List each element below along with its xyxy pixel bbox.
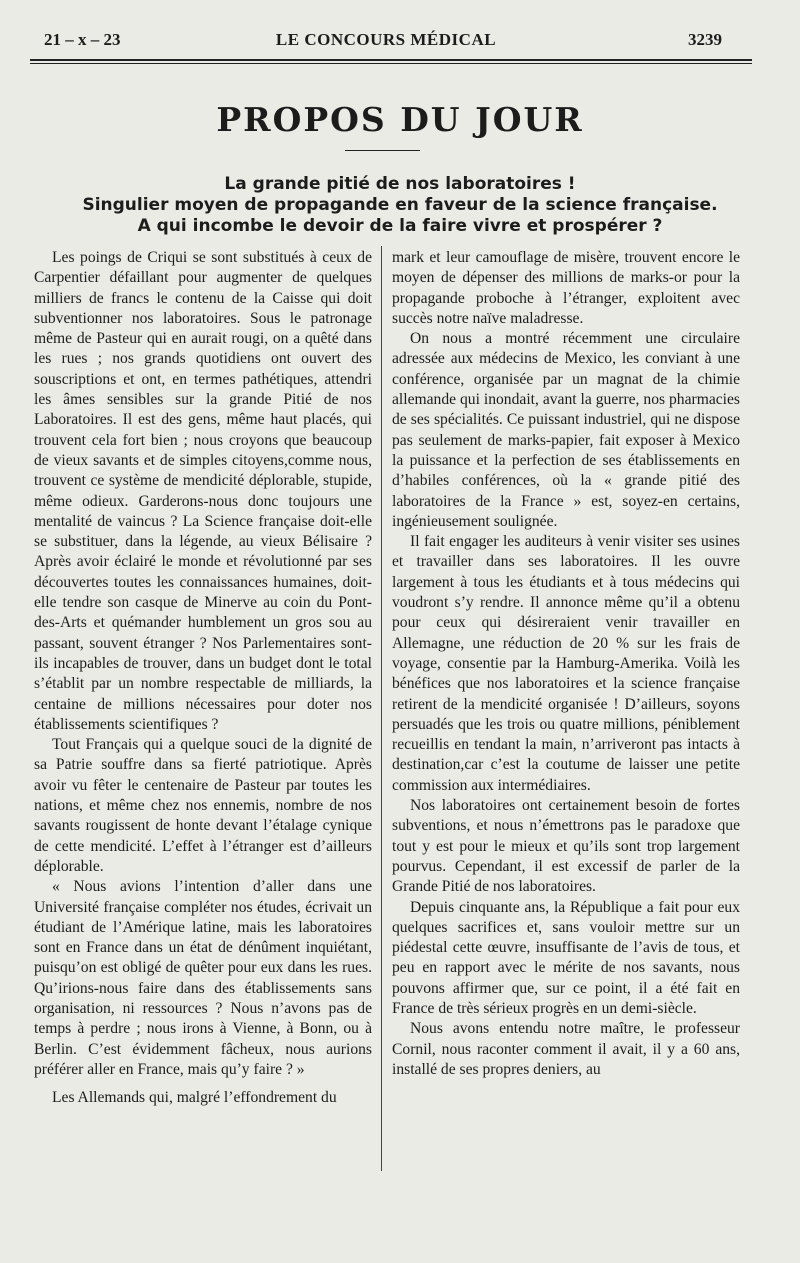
left-column [34,248,372,1108]
subhead-3: A qui incombe le devoir de la faire vivre et prospérer ? [137,216,663,236]
paragraph: Nous avons entendu notre maître, le professeur Cornil, nous raconter comment il avait, il y a 60 ans, installé de ses propres deniers, au [392,1020,740,1078]
header-rule [30,59,752,61]
paragraph: On nous a montré récemment une circulaire adressée aux médecins de Mexico, les conviant à une conférence, organisée par un magnat de la chimie allemande qui inondait, avant la guerre, nos pharmacies de ses spécialités. Ce puissant industriel, qui ne dispose pas seulement de marks-papier, fait exposer à Mexico la puissance et la perfection de ses établissements en d’habiles conférences, où la « grande pitié des laboratoires de la France » est, soyez-en certains, ingénieusement soulignée. [392,330,740,530]
right-column [392,248,740,1080]
page-number: 3239 [688,30,722,49]
header-rule-thin [30,63,752,64]
paragraph: Les poings de Criqui se sont substitués à ceux de Carpentier défaillant pour augmenter de quelques milliers de francs le contenu de la Caisse qui doit subventionner nos laboratoires. Sous le patronage même de Pasteur qui en aurait rougi, on a quêté dans les rues ; nos grands quotidiens ont ouvert des souscriptions et ont, en termes pathétiques, attendri les âmes sensibles sur la grande Pitié de nos Laboratoires. Il est des gens, même haut placés, qui trouvent cela fort bien ; nous croyons que beaucoup de vieux savants et de simples citoyens,comme nous, trouvent ce système de mendicité déplorable, stupide, même odieux. Garderons-nous donc toujours une mentalité de vaincus ? La Science française doit-elle se substituer, dans la légende, au vieux Bélisaire ? Après avoir éclairé le monde et révolutionné par ses découvertes toutes les connaissances humaines, doit-elle tendre son casque de Minerve au coin du Pont-des-Arts et quémander humblement un gros sou au passant, souvent étranger ? Nos Parlementaires sont-ils incapables de trouver, dans un budget dont le total s’établit par un nombre respectable de milliards, la centaine de millions nécessaires pour doter nos établissements scientifiques ? [34,249,372,733]
paragraph: Depuis cinquante ans, la République a fait pour eux quelques sacrifices et, sans vouloir mettre sur un piédestal cette œuvre, insuffisante de l’avis de tous, et peu en rapport avec le mérite de nos savants, nous pouvons affirmer que, sur ce point, il a été fait en France de très sérieux progrès en un demi-siècle. [392,898,740,1017]
quoted-letter: « Nous avions l’intention d’aller dans une Université française compléter nos études, écrivait un étudiant de l’Amérique latine, mais les laboratoires sont en France dans un état de dénûment inquiétant, puisqu’on est obligé de quêter pour eux dans les rues. Qu’irions-nous faire dans des établissements sans organisation, ni ressources ? Nous n’avons pas de temps à perdre ; nous irons à Vienne, à Bonn, ou à Berlin. C’est évidemment fâcheux, nous aurions préférer aller en France, mais qu’y faire ? » [34,878,372,1078]
subhead-2: Singulier moyen de propagande en faveur de la science française. [82,195,718,215]
paragraph: Il fait engager les auditeurs à venir visiter ses usines et travailler dans ses laboratoires. Il les ouvre largement à tous les étudiants et à tous médecins qui voudront s’y rendre. Il annonce même qu’il a obtenu pour ceux qui désireraient venir travailler en Allemagne, une réduction de 20 % sur les frais de voyage, consentie par la Hamburg-Amerika. Voilà les bénéfices que nos laboratoires et la science française retirent de la mendicité organisée ! D’ailleurs, soyons persuadés que les trois ou quatre millions, péniblement recueillis en tendant la main, n’arriveront pas intacts à destination,car c’est la coutume de laisser une petite commission aux intermédiaires. [392,533,740,794]
running-header [30,30,742,54]
journal-name: LE CONCOURS MÉDICAL [275,30,497,49]
section-title: PROPOS DU JOUR [216,100,584,139]
column-divider [381,246,382,1171]
paragraph: Les Allemands qui, malgré l’effondrement du [52,1089,337,1107]
paragraph: Nos laboratoires ont certainement besoin de fortes subventions, et nous n’émettrons pas le paradoxe que tout y est pour le mieux et qu’ils sont trop largement pourvus. Cependant, il est excessif de parler de la Grande Pitié de nos laboratoires. [392,797,740,896]
subhead-1: La grande pitié de nos laboratoires ! [224,174,576,194]
paragraph: mark et leur camouflage de misère, trouvent encore le moyen de dépenser des millions de marks-or pour la propagande proboche à l’étranger, exploitent avec succès notre naïve maladresse. [392,249,740,327]
article-subheads [40,174,760,237]
paragraph: Tout Français qui a quelque souci de la dignité de sa Patrie souffre dans sa fierté patriotique. Après avoir vu fêter le centenaire de Pasteur par toutes les nations, et même chez nos ennemis, nombre de nos savants rougissent de honte devant l’étalage cynique de cette mendicité. L’effet à l’étranger est d’ailleurs déplorable. [34,736,372,875]
title-underline [345,150,420,151]
issue-date: 21 – x – 23 [44,30,121,49]
